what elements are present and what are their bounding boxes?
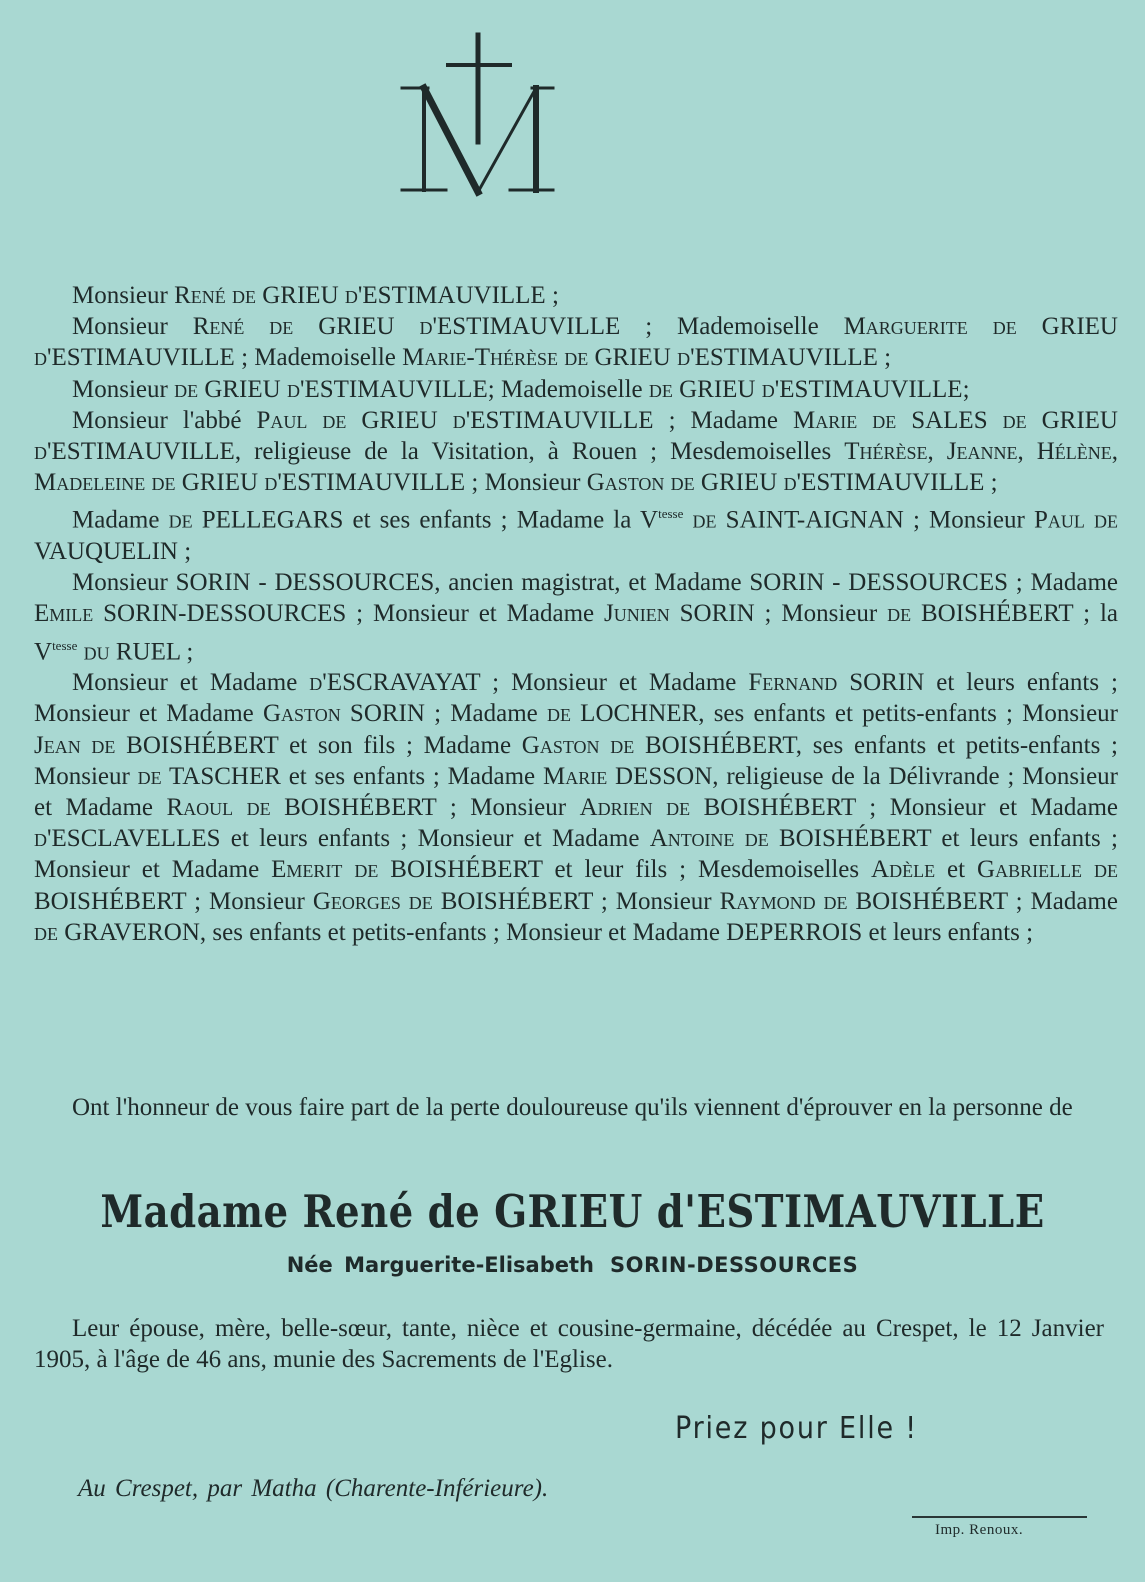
text-segment: BOISHÉBERT ; Madame (847, 887, 1118, 915)
text-segment: Emile (34, 600, 94, 628)
epitaph-text: Leur épouse, mère, belle-sœur, tante, nièce et cousine-germaine, décédée au Crespet, le 12 Janvier 1905, à l'âge de 46 ans, munie des Sacrements de l'Eglise. (34, 1315, 1104, 1373)
text-segment: ESTIMAUVILLE ; Monsieur (281, 469, 587, 497)
text-segment: Gabrielle de (977, 856, 1118, 884)
text-segment: de (546, 700, 571, 728)
text-segment: SALES (896, 406, 1003, 434)
text-segment: BOISHÉBERT ; la V (34, 600, 1118, 665)
text-segment: ESTIMAUVILLE; Mademoiselle (304, 375, 649, 403)
text-segment: tesse (658, 506, 684, 522)
text-segment: ESCLAVELLES et leurs enfants ; Monsieur et Madame (51, 825, 650, 853)
text-segment: BOISHÉBERT et son fils ; Madame (115, 731, 522, 759)
family-paragraph (34, 498, 1118, 567)
text-segment: VAUQUELIN ; (34, 537, 192, 565)
place-line: Au Crespet, par Matha (Charente-Inférieure). (78, 1475, 549, 1502)
text-segment: BOISHÉBERT ; Monsieur (34, 887, 313, 915)
text-segment: de (887, 600, 912, 628)
text-segment: BOISHÉBERT et leurs enfants ; Monsieur et Madame (34, 825, 1118, 884)
family-list (34, 280, 1118, 948)
text-segment: René de (174, 282, 256, 309)
text-segment: ESTIMAUVILLE ; Madame (470, 406, 793, 434)
text-segment: de (137, 762, 162, 790)
text-segment: du (83, 637, 110, 665)
text-segment: BOISHÉBERT, ses enfants et petits-enfants ; Monsieur (34, 731, 1118, 790)
text-segment: René de (192, 313, 294, 341)
text-segment: ESTIMAUVILLE; (779, 375, 970, 403)
text-segment: Marie-Thérèse de (402, 344, 589, 372)
text-segment: V (640, 506, 659, 534)
text-segment: ESTIMAUVILLE ; Mademoiselle (437, 313, 844, 341)
deceased-name: Madame René de GRIEU d'ESTIMAUVILLE (100, 1185, 1045, 1238)
text-segment: Monsieur (72, 282, 175, 309)
marian-monogram-icon (398, 30, 558, 205)
text-segment: et (935, 856, 978, 884)
maiden-name-line (0, 1253, 1145, 1277)
text-segment: GRIEU (588, 344, 678, 372)
text-segment: d' (344, 282, 363, 309)
family-paragraph (34, 374, 1118, 405)
text-segment: PELLEGARS et ses enfants ; Madame la (192, 506, 641, 534)
text-segment: BOISHÉBERT ; Monsieur (432, 887, 720, 915)
text-segment: d' (34, 344, 52, 372)
text-segment: Paul de (1033, 506, 1118, 534)
text-segment: Adèle (871, 856, 936, 884)
text-segment: de (174, 375, 199, 403)
text-segment: LOCHNER, ses enfants et petits-enfants ; Monsieur (570, 700, 1118, 728)
text-segment: Fernand (748, 669, 838, 697)
text-segment: Marguerite de (843, 313, 1017, 341)
family-paragraph (34, 405, 1118, 499)
text-segment: Monsieur SORIN - DESSOURCES, ancien magistrat, et Madame SORIN - DESSOURCES ; Madame (72, 569, 1118, 597)
text-segment: GRIEU (672, 375, 762, 403)
text-segment: GRIEU (1026, 406, 1118, 434)
text-segment: de (1002, 406, 1027, 434)
text-segment: de (34, 918, 58, 946)
text-segment: DESSON, religieuse de la Délivrande ; Monsieur et Madame (34, 762, 1119, 821)
text-segment: tesse (52, 637, 78, 653)
text-segment: d' (34, 825, 52, 853)
text-segment: Monsieur l'abbé (72, 406, 257, 434)
text-segment: ESTIMAUVILLE ; (801, 469, 998, 497)
text-segment: Raymond de (719, 887, 848, 915)
text-segment: de (692, 506, 717, 534)
text-segment: GRIEU (1016, 313, 1118, 341)
text-segment: Monsieur et Madame (72, 669, 310, 697)
text-segment: Marie de (792, 406, 897, 434)
text-segment: GRIEU (175, 469, 265, 497)
text-segment: Georges de (312, 887, 433, 915)
text-segment: ESTIMAUVILLE, religieuse de la Visitation, à Rouen ; Mesdemoiselles (51, 438, 845, 466)
family-paragraph (34, 311, 1118, 373)
text-segment: Paul de (256, 406, 347, 434)
text-segment: BOISHÉBERT et leur fils ; Mesdemoiselles (378, 856, 872, 884)
printer-rule (912, 1516, 1087, 1518)
family-paragraph (34, 280, 1118, 311)
maiden-name-prefix: Née Marguerite-Elisabeth (286, 1253, 594, 1277)
text-segment: Raoul de (166, 793, 271, 821)
text-segment: d' (783, 469, 802, 497)
text-segment: GRIEU (346, 406, 453, 434)
text-segment: de (648, 375, 673, 403)
text-segment: Monsieur (72, 375, 175, 403)
text-segment: SORIN-DESSOURCES ; Monsieur et Madame (93, 600, 605, 628)
text-segment: ESCRAVAYAT ; Monsieur et Madame (326, 669, 749, 697)
text-segment: Monsieur (72, 313, 193, 341)
text-segment: SORIN ; Monsieur (669, 600, 888, 628)
text-segment: d' (761, 375, 780, 403)
text-segment: SORIN ; Madame (340, 700, 547, 728)
text-segment: d' (286, 375, 305, 403)
text-segment: Gaston (262, 700, 341, 728)
text-segment: Adrien de (579, 793, 691, 821)
prayer-line: Priez pour Elle ! (675, 1411, 918, 1446)
text-segment: GRIEU (256, 282, 345, 309)
text-segment: Gaston de (521, 731, 635, 759)
text-segment: d' (264, 469, 282, 497)
text-segment: d' (677, 344, 695, 372)
text-segment: de (168, 506, 193, 534)
text-segment: BOISHÉBERT ; Monsieur et Madame (690, 793, 1119, 821)
text-segment: Gaston de (586, 469, 695, 497)
text-segment: GRAVERON, ses enfants et petits-enfants ; Monsieur et Madame DEPERROIS et leurs enfants ; (58, 918, 1034, 946)
family-paragraph (34, 667, 1118, 948)
text-segment: RUEL ; (109, 637, 194, 665)
text-segment: BOISHÉBERT ; Monsieur (270, 793, 580, 821)
text-segment: GRIEU (293, 313, 420, 341)
printer-credit: Imp. Renoux. (935, 1522, 1024, 1538)
text-segment: SAINT-AIGNAN ; Monsieur (716, 506, 1034, 534)
maiden-surname: SORIN-DESSOURCES (609, 1253, 859, 1277)
text-segment: Madame (72, 506, 169, 534)
text-segment: d' (309, 669, 327, 697)
text-segment: d' (419, 313, 437, 341)
text-segment: Junien (604, 600, 670, 628)
text-segment: Jean de (34, 731, 116, 759)
text-segment: Marie (542, 762, 608, 790)
announcement-text: Ont l'honneur de vous faire part de la perte douloureuse qu'ils viennent d'éprouver en la personne de (72, 1094, 1073, 1121)
text-segment: Antoine de (649, 825, 769, 853)
text-segment: d' (452, 406, 471, 434)
text-segment: Thérèse, Jeanne, Hélène, Madeleine de (34, 438, 1118, 497)
text-segment: GRIEU (694, 469, 784, 497)
text-segment: d' (34, 438, 52, 466)
text-segment: Emerit de (271, 856, 379, 884)
text-segment: TASCHER et ses enfants ; Madame (161, 762, 543, 790)
family-paragraph (34, 567, 1118, 667)
text-segment: ESTIMAUVILLE ; (362, 282, 559, 309)
text-segment: SORIN et leurs enfants ; Monsieur et Madame (34, 669, 1118, 728)
text-segment: ESTIMAUVILLE ; Mademoiselle (51, 344, 403, 372)
text-segment: GRIEU (198, 375, 287, 403)
text-segment: ESTIMAUVILLE ; (694, 344, 892, 372)
